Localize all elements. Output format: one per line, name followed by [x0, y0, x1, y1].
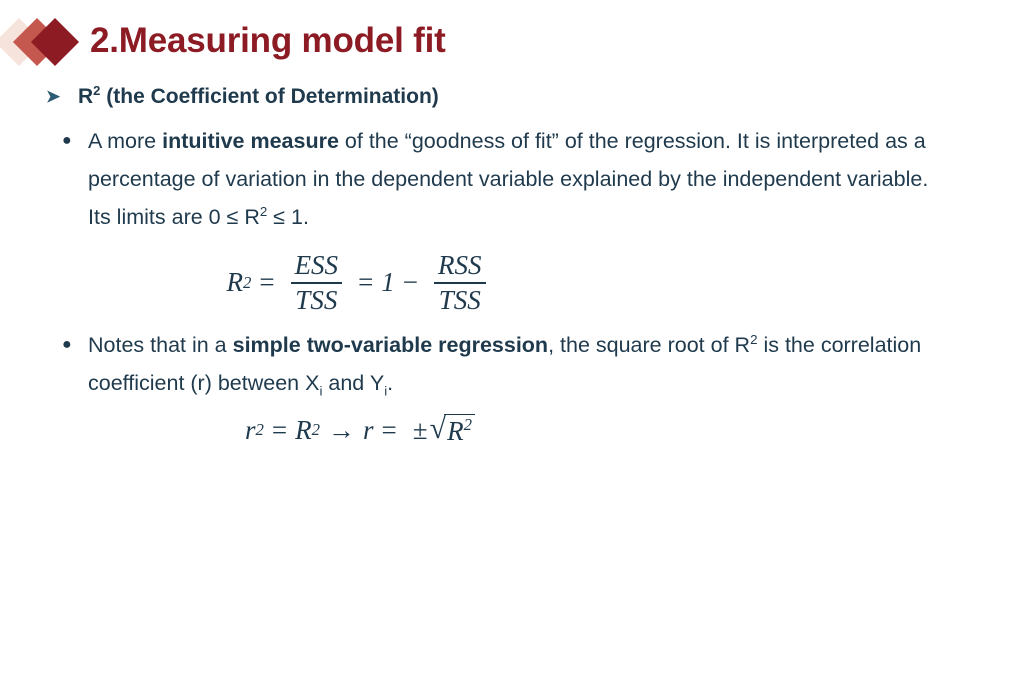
heading-superscript: 2: [93, 83, 101, 98]
eq1-fraction-ess-tss: [291, 250, 343, 316]
eq1-denominator-tss-2: TSS: [438, 284, 481, 315]
eq2-radicand-exponent: 2: [463, 414, 472, 434]
eq2-arrow: →: [328, 414, 356, 445]
eq2-radicand: [444, 414, 475, 447]
eq1-lhs: R 2: [226, 267, 252, 298]
seg-2-1: simple two-variable regression: [232, 332, 549, 357]
eq1-minus: −: [402, 267, 419, 298]
eq2-equals-1: =: [271, 414, 288, 445]
eq1-numerator-ess: ESS: [294, 250, 339, 280]
round-bullet-icon: ●: [62, 335, 72, 353]
eq2-radicand-base: R: [447, 415, 464, 446]
seg-1-1: intuitive measure: [162, 129, 339, 153]
diamond-decoration-icon: [0, 15, 86, 67]
seg-2-8: .: [387, 370, 394, 395]
bullet-level1-heading: [40, 82, 1000, 112]
eq1-lhs-base: R: [226, 267, 243, 298]
seg-1-0: A more: [88, 129, 163, 153]
arrow-bullet-icon: ➤: [46, 87, 61, 106]
slide-title-row: [0, 10, 446, 72]
eq1-denominator-tss: TSS: [295, 284, 338, 315]
eq2-equals-2: =: [381, 414, 397, 445]
seg-2-3: 2: [750, 331, 758, 347]
radical-icon: √: [429, 411, 447, 445]
bullet-level1-text: [78, 82, 439, 112]
equation-correlation: [0, 411, 840, 447]
round-bullet-icon: ●: [62, 132, 72, 149]
bullet-item-1: [40, 122, 1000, 236]
bullet-item-2: [40, 326, 1000, 402]
seg-2-7: i: [384, 382, 388, 398]
page-title: 2.Measuring model fit: [90, 21, 446, 60]
eq2-rhs: R 2: [295, 414, 321, 445]
bullet-item-1-text: [88, 122, 933, 236]
eq1-equals-2: =: [358, 267, 374, 298]
eq2-square-root: [429, 411, 475, 447]
seg-1-3: 2: [259, 203, 268, 219]
eq2-plus-minus: ±: [412, 414, 428, 445]
eq2-lhs-base: r: [245, 414, 256, 445]
heading-pre: R: [78, 85, 94, 108]
eq1-numerator-rss: RSS: [438, 250, 482, 280]
eq2-lhs: r 2: [245, 414, 264, 445]
seg-2-4: is the correlation coefficient (r) between X: [88, 332, 922, 395]
seg-2-0: Notes that in a: [88, 332, 233, 357]
eq2-r: r: [363, 414, 374, 445]
seg-2-5: i: [319, 382, 323, 398]
seg-2-2: , the square root of R: [548, 332, 751, 357]
eq2-rhs-base: R: [295, 414, 312, 445]
eq1-fraction-rss-tss: [434, 250, 486, 316]
eq1-equals-1: =: [259, 267, 275, 298]
slide-body: [40, 82, 1000, 447]
seg-1-4: ≤ 1.: [267, 205, 309, 229]
seg-2-6: and Y: [322, 370, 385, 395]
equation-r-squared: [0, 250, 840, 316]
heading-post: (the Coefficient of Determination): [100, 85, 439, 108]
eq1-one: 1: [381, 267, 395, 298]
seg-1-2: of the “goodness of fit” of the regression. It is interpreted as a percentage of variation in the dependent variable explained by the independent variable. Its limits are 0 ≤ R: [88, 129, 929, 229]
bullet-item-2-text: [88, 326, 933, 402]
